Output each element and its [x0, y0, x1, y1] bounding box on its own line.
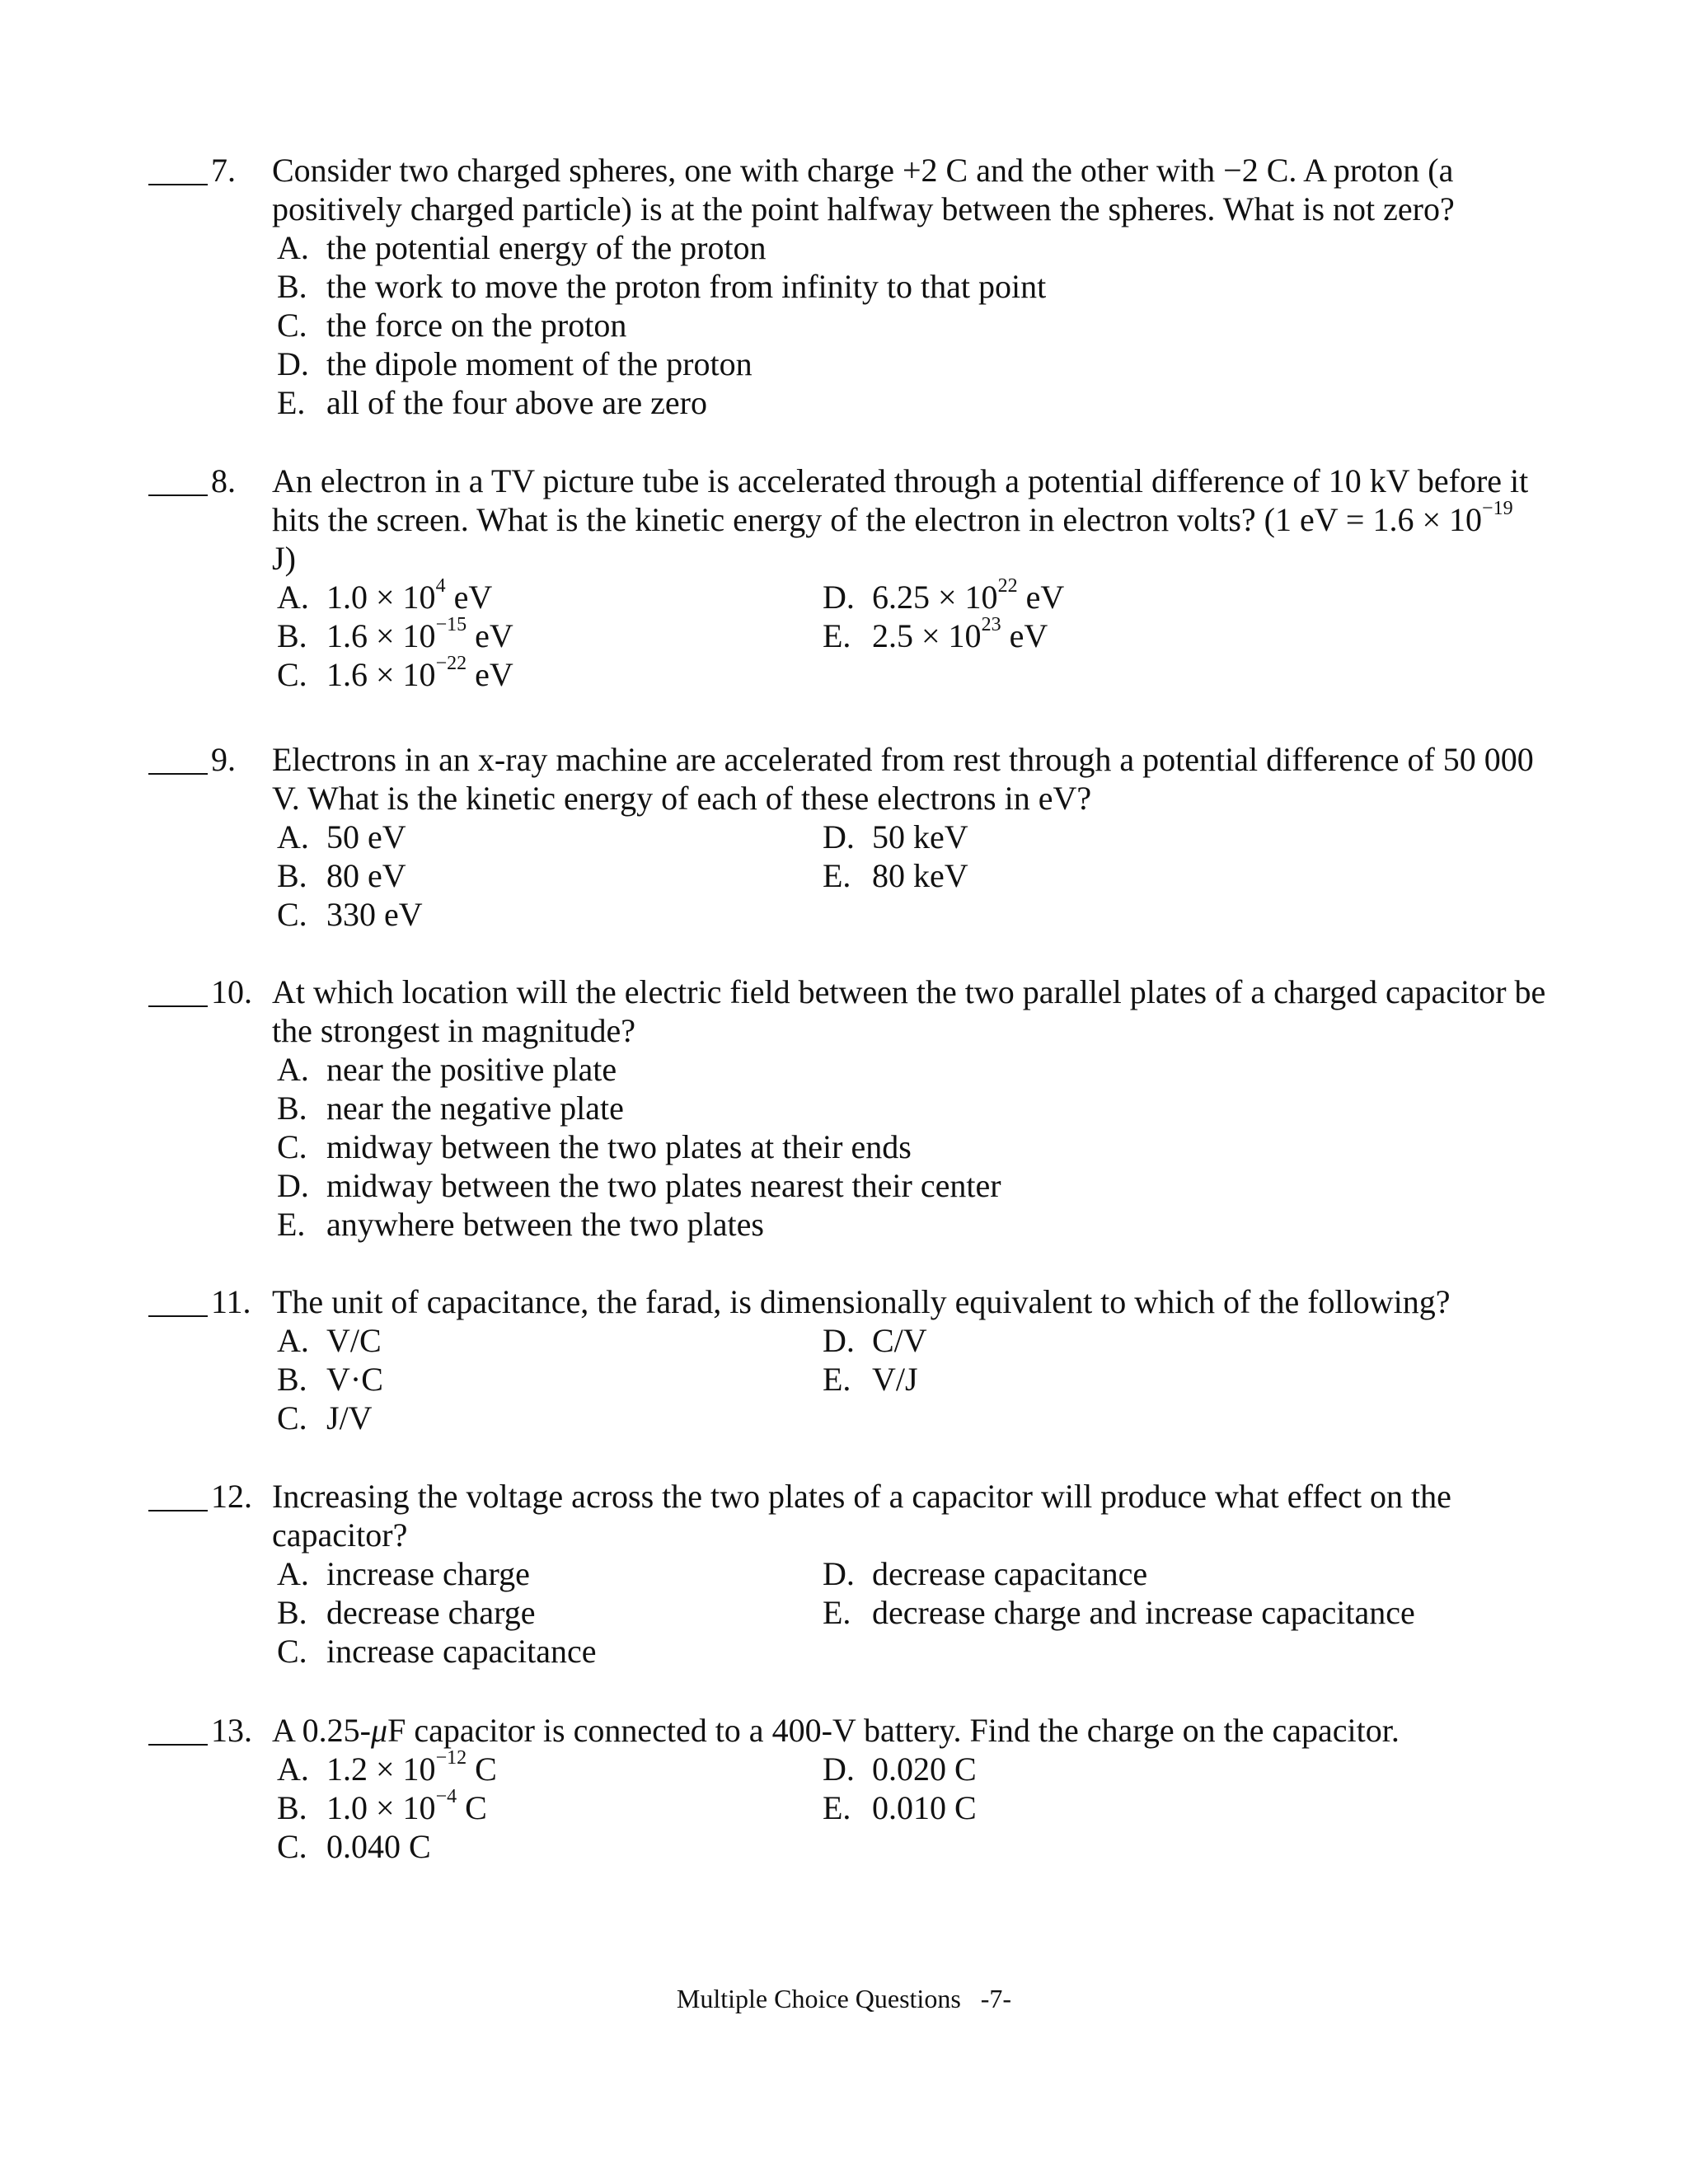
choice-b: B. decrease charge — [277, 1594, 536, 1631]
question-number: 11. — [211, 1283, 251, 1320]
choice-a: A. V/C — [277, 1322, 382, 1359]
choice-e: E. all of the four above are zero — [277, 384, 707, 421]
choice-e: E. anywhere between the two plates — [277, 1206, 764, 1243]
choice-column-right — [823, 574, 1065, 655]
choice-d: D. midway between the two plates nearest their center — [277, 1167, 1001, 1204]
question-9 — [148, 740, 1550, 934]
choice-e: E. 80 keV — [823, 857, 968, 894]
choice-c: C. increase capacitance — [277, 1633, 597, 1670]
choice-a: A. the potential energy of the proton — [277, 229, 767, 266]
choice-column-right — [823, 1750, 977, 1827]
choice-list — [277, 574, 1550, 694]
choice-d: D. decrease capacitance — [823, 1555, 1148, 1592]
question-stem: The unit of capacitance, the farad, is dimensionally equivalent to which of the following? — [272, 1283, 1451, 1320]
question-number: 7. — [211, 152, 236, 189]
question-number: 12. — [211, 1478, 252, 1515]
choice-e: E. decrease charge and increase capacitance — [823, 1594, 1415, 1631]
choice-d: D. $6.25 \times 10^{22}$ eV — [823, 574, 1065, 616]
answer-blank-8[interactable] — [148, 462, 208, 496]
choice-b: B. 80 eV — [277, 857, 406, 894]
question-stem: Consider two charged spheres, one with charge +2 C and the other with −2 C. A proton (a positively charged particle) is at the point halfway between the spheres. What is not zero? — [272, 152, 1455, 227]
choice-d: D. 0.020 C — [823, 1750, 977, 1788]
choice-column-right — [823, 1321, 927, 1399]
page-footer — [0, 1982, 1688, 2015]
answer-blank-7[interactable] — [148, 151, 208, 185]
answer-blank-13[interactable] — [148, 1711, 208, 1746]
answer-blank-10[interactable] — [148, 972, 208, 1007]
choice-d: D. 50 keV — [823, 818, 968, 855]
choice-c: C. J/V — [277, 1399, 373, 1436]
question-stem: An electron in a TV picture tube is accelerated through a potential difference of 10 kV before it hits the screen. What is the kinetic energy of the electron in electron volts? (1 eV = $1.6 \times 10^{-19}$ J) — [272, 462, 1529, 577]
question-number: 8. — [211, 462, 236, 499]
question-number: 13. — [211, 1712, 252, 1749]
choice-c: C. midway between the two plates at their ends — [277, 1128, 912, 1165]
choice-list — [277, 1746, 1550, 1866]
footer-section-title: Multiple Choice Questions — [676, 1984, 961, 2013]
choice-a: A. $1.0 \times 10^4$ eV — [277, 574, 493, 616]
choice-list — [277, 1050, 1550, 1244]
question-11 — [148, 1282, 1550, 1437]
choice-b: B. $1.0 \times 10^{-4}$ C — [277, 1785, 487, 1826]
question-stem: At which location will the electric field between the two parallel plates of a charged capacitor be the strongest in magnitude? — [272, 973, 1546, 1049]
choice-list — [277, 228, 1550, 422]
choice-e: E. V/J — [823, 1361, 918, 1398]
question-number: 9. — [211, 741, 236, 778]
question-12 — [148, 1477, 1550, 1671]
question-13 — [148, 1711, 1550, 1866]
answer-blank-12[interactable] — [148, 1477, 208, 1511]
question-stem: A 0.25-μF capacitor is connected to a 400-V battery. Find the charge on the capacitor. — [272, 1712, 1400, 1749]
choice-b: B. V·C — [277, 1361, 383, 1398]
choice-d: D. the dipole moment of the proton — [277, 345, 753, 382]
choice-b: B. near the negative plate — [277, 1090, 624, 1127]
choice-c: C. 0.040 C — [277, 1828, 431, 1865]
choice-c: C. the force on the proton — [277, 307, 627, 344]
page-number: -7- — [980, 1984, 1012, 2013]
question-number: 10. — [211, 973, 252, 1010]
choice-c: C. $1.6 \times 10^{-22}$ eV — [277, 652, 513, 693]
choice-a: A. increase charge — [277, 1555, 530, 1592]
answer-blank-9[interactable] — [148, 740, 208, 775]
question-stem: Electrons in an x-ray machine are accelerated from rest through a potential difference of 50 000 V. What is the kinetic energy of each of these electrons in eV? — [272, 741, 1534, 817]
choice-c: C. 330 eV — [277, 896, 423, 933]
choice-e: E. 0.010 C — [823, 1789, 977, 1826]
question-7 — [148, 151, 1550, 422]
question-stem: Increasing the voltage across the two plates of a capacitor will produce what effect on the capacitor? — [272, 1478, 1451, 1554]
choice-list — [277, 818, 1550, 934]
choice-b: B. $1.6 \times 10^{-15}$ eV — [277, 613, 513, 654]
choice-list — [277, 1321, 1550, 1437]
choice-a: A. 50 eV — [277, 818, 406, 855]
question-8 — [148, 462, 1550, 694]
choice-b: B. the work to move the proton from infinity to that point — [277, 268, 1047, 305]
choice-a: A. $1.2 \times 10^{-12}$ C — [277, 1746, 497, 1788]
choice-e: E. $2.5 \times 10^{23}$ eV — [823, 613, 1048, 654]
question-10 — [148, 972, 1550, 1244]
choice-d: D. C/V — [823, 1322, 927, 1359]
answer-blank-11[interactable] — [148, 1282, 208, 1317]
choice-a: A. near the positive plate — [277, 1051, 617, 1088]
choice-column-right — [823, 818, 968, 895]
choice-list — [277, 1554, 1550, 1671]
choice-column-right — [823, 1554, 1415, 1632]
